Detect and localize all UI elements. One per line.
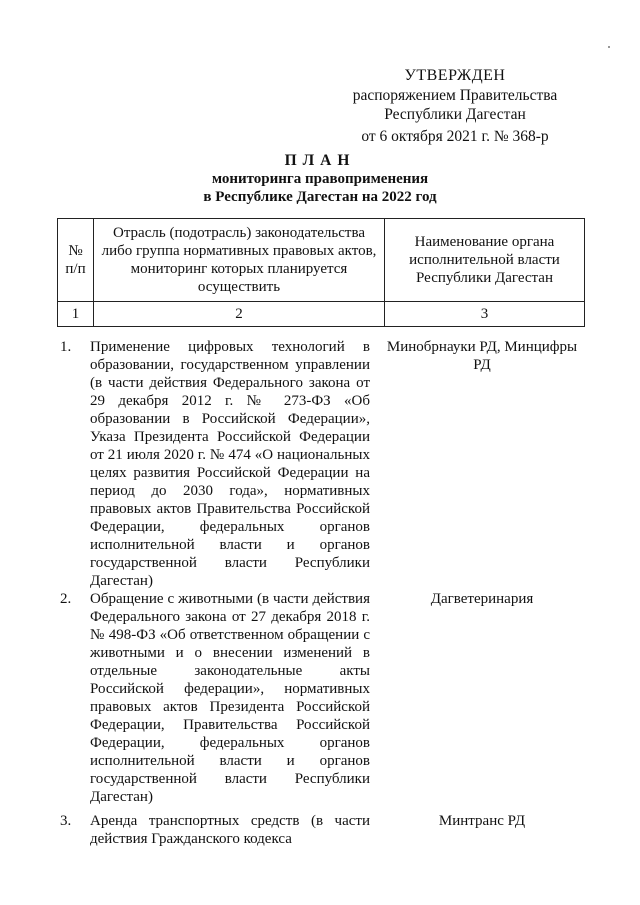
item-authority: Минтранс РД bbox=[438, 813, 526, 829]
item-number: 3. bbox=[60, 813, 72, 829]
list-item bbox=[0, 812, 640, 872]
header-row bbox=[58, 219, 585, 302]
plan-table-header bbox=[57, 218, 585, 327]
scan-speck bbox=[608, 46, 610, 48]
item-text: Аренда транспортных средств (в части действия Гражданского кодекса bbox=[90, 813, 370, 847]
approval-region: Республики Дагестан bbox=[384, 106, 526, 123]
header-number: № п/п bbox=[58, 219, 94, 302]
item-authority: Дагветеринария bbox=[430, 591, 534, 607]
plan-items bbox=[0, 338, 640, 872]
title-scope: в Республике Дагестан на 2022 год bbox=[203, 189, 437, 205]
list-item bbox=[0, 590, 640, 812]
approval-block bbox=[350, 66, 560, 146]
item-number: 1. bbox=[60, 339, 72, 355]
column-number-row bbox=[58, 302, 585, 327]
approval-heading: УТВЕРЖДЕН bbox=[404, 67, 506, 84]
column-number-3: 3 bbox=[385, 302, 585, 327]
column-number-1: 1 bbox=[58, 302, 94, 327]
title-subject: мониторинга правоприменения bbox=[211, 171, 429, 187]
column-number-2: 2 bbox=[94, 302, 385, 327]
item-text: Обращение с животными (в части действия Федерального закона от 27 декабря 2018 г. № 498-ФЗ «Об ответственном обращении с животными и о внесении изменений в отдельные законодательные акты Российской федерации», нормативных правовых актов Президента Российской Федерации, Правительства Российской Федерации, федеральных органов исполнительной власти и органов государственной власти Республики Дагестан) bbox=[90, 591, 370, 805]
item-text: Применение цифровых технологий в образовании, государственном управлении (в части действия Федерального закона от 29 декабря 2012 г. № 273-ФЗ «Об образовании в Российской Федерации», Указа Президента Российской Федерации от 21 июля 2020 г. № 474 «О национальных целях развития Российской Федерации на период до 2030 года», нормативных правовых актов Правительства Российской Федерации, федеральных органов исполнительной власти и органов государственной власти Республики Дагестан) bbox=[90, 339, 370, 589]
approval-issuer: распоряжением Правительства bbox=[352, 86, 558, 104]
document-title bbox=[0, 152, 640, 206]
approval-date: от 6 октября 2021 г. № 368-р bbox=[361, 127, 549, 145]
item-number: 2. bbox=[60, 591, 72, 607]
list-item bbox=[0, 338, 640, 590]
header-field: Отрасль (подотрасль) законодательства либо группа нормативных правовых актов, мониторинг которых планируется осуществить bbox=[94, 219, 385, 302]
item-authority: Минобрнауки РД, Минцифры РД bbox=[386, 339, 578, 373]
header-authority: Наименование органа исполнительной власти Республики Дагестан bbox=[385, 219, 585, 302]
title-plan: ПЛАН bbox=[284, 152, 356, 169]
